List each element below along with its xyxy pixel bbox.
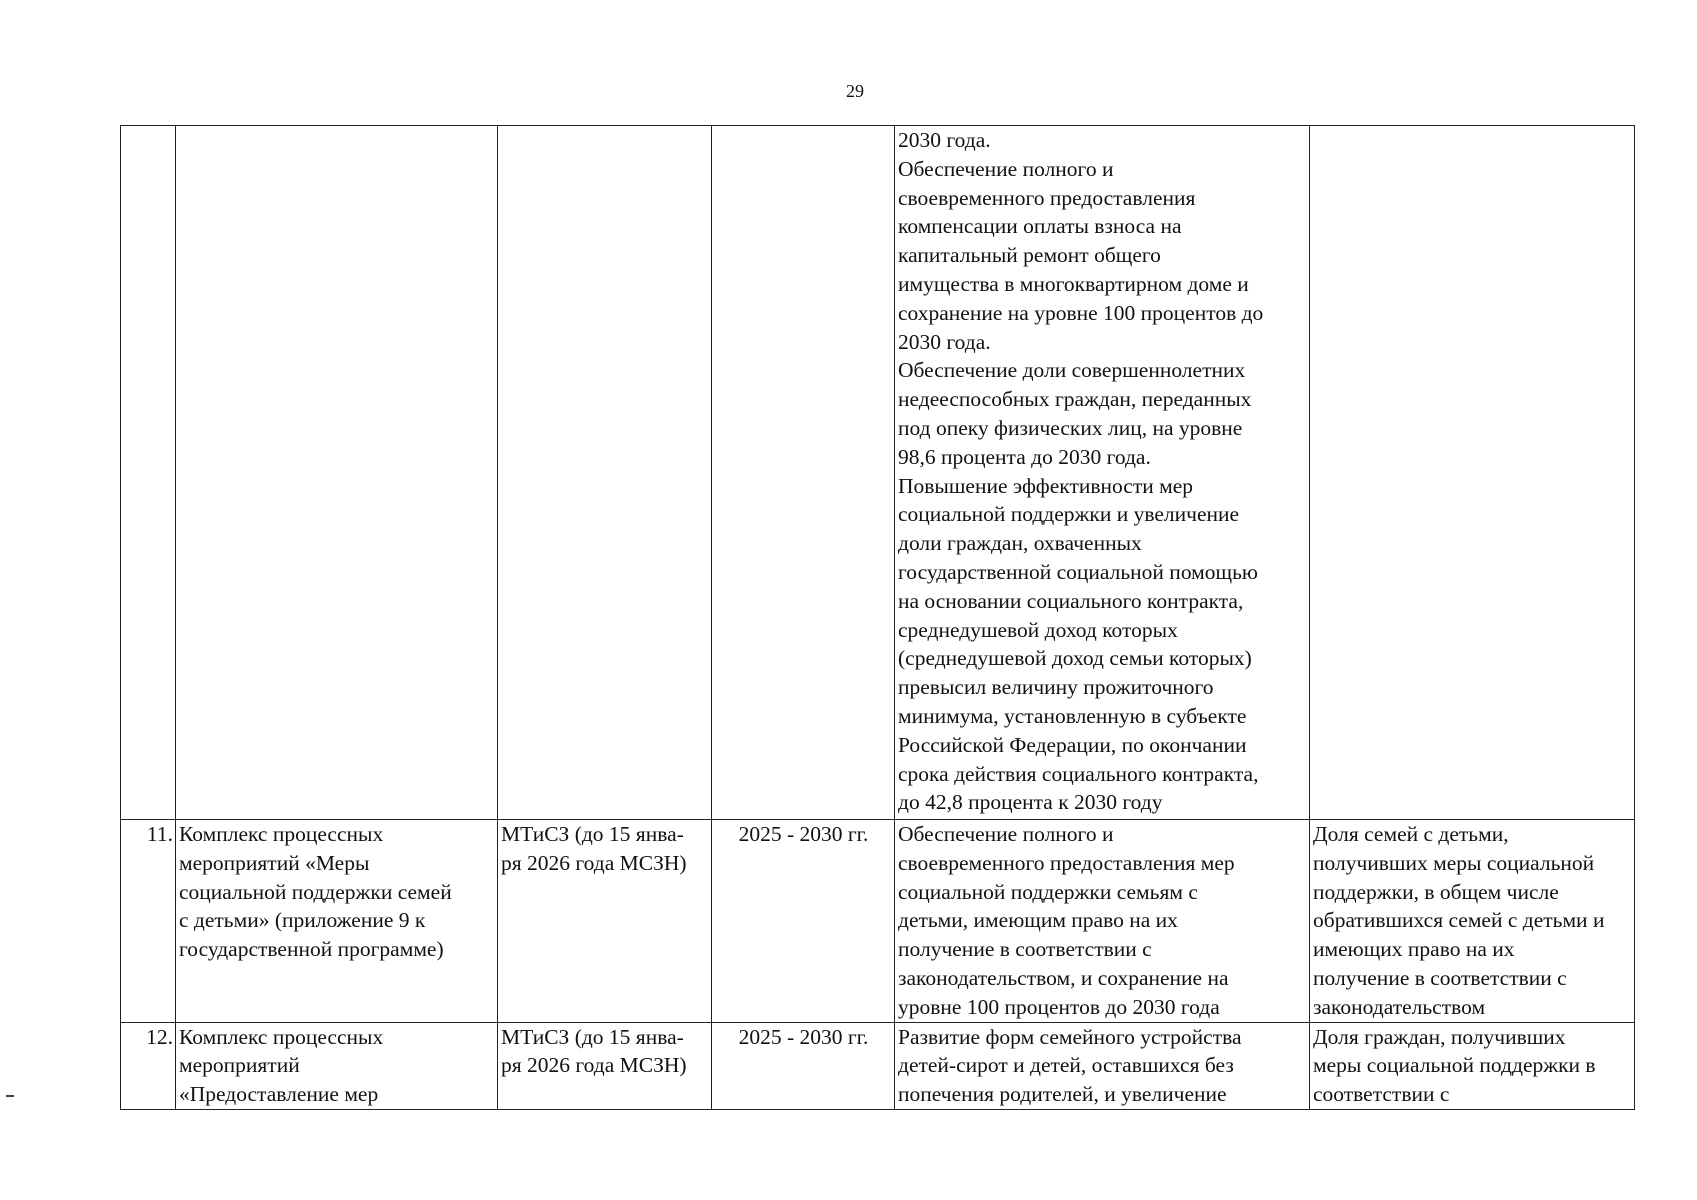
goal-line: до 42,8 процента к 2030 году xyxy=(898,790,1163,815)
measure-name-line: Комплекс процессных xyxy=(179,822,384,846)
goal-line: детьми, имеющим право на их xyxy=(898,908,1178,933)
indicator-line: имеющих право на их xyxy=(1313,937,1515,962)
goal-line: под опеку физических лиц, на уровне xyxy=(898,415,1243,440)
executor-cell xyxy=(498,126,712,820)
row-number: 12. xyxy=(121,1022,176,1109)
goal-line: Повышение эффективности мер xyxy=(898,473,1194,498)
measure-name-line: мероприятий xyxy=(179,1053,300,1078)
executor-line: МТиСЗ (до 15 янва- xyxy=(501,1024,684,1049)
goal-cell xyxy=(895,820,1310,1023)
goal-line: сохранение на уровне 100 процентов до xyxy=(898,300,1264,325)
goal-line: компенсации оплаты взноса на xyxy=(898,214,1182,239)
executor-line: ря 2026 года МСЗН) xyxy=(501,850,687,875)
indicator-line: получивших меры социальной xyxy=(1313,850,1595,875)
table-row-12 xyxy=(121,1022,1635,1109)
goal-line: законодательством, и сохранение на xyxy=(898,965,1229,990)
page-number: 29 xyxy=(846,81,864,101)
indicator-line: меры социальной поддержки в xyxy=(1313,1053,1596,1078)
goal-line: Обеспечение полного и xyxy=(898,156,1114,181)
scan-margin-mark xyxy=(6,1095,14,1097)
measure-name-line: «Предоставление мер xyxy=(179,1082,379,1107)
measure-name-line: мероприятий «Меры xyxy=(179,850,370,875)
measure-name-line: государственной программе) xyxy=(179,937,444,962)
goal-line: Развитие форм семейного устройства xyxy=(898,1024,1242,1049)
executor-cell xyxy=(498,1022,712,1109)
measure-name-line: социальной поддержки семей xyxy=(179,879,452,904)
goal-cell xyxy=(895,126,1310,820)
executor-cell xyxy=(498,820,712,1023)
goal-line: Обеспечение доли совершеннолетних xyxy=(898,358,1246,383)
indicator-cell xyxy=(1310,820,1635,1023)
goal-line: превысил величину прожиточного xyxy=(898,675,1214,700)
indicator-line: законодательством xyxy=(1313,994,1486,1019)
goal-line: своевременного предоставления мер xyxy=(898,850,1235,875)
goal-line: недееспособных граждан, переданных xyxy=(898,387,1252,412)
measure-name-line: Комплекс процессных xyxy=(179,1024,384,1049)
goal-line: социальной поддержки и увеличение xyxy=(898,502,1240,527)
goal-line: уровне 100 процентов до 2030 года xyxy=(898,994,1220,1019)
goal-line: 2030 года. xyxy=(898,128,991,152)
indicator-line: получение в соответствии с xyxy=(1313,965,1567,990)
table-row-continuation xyxy=(121,126,1635,820)
goal-line: Российской Федерации, по окончании xyxy=(898,732,1247,757)
goal-line: социальной поддержки семьям с xyxy=(898,879,1198,904)
goal-cell xyxy=(895,1022,1310,1109)
indicator-line: соответствии с xyxy=(1313,1082,1450,1107)
goal-line: Обеспечение полного и xyxy=(898,822,1114,846)
goal-line: капитальный ремонт общего xyxy=(898,243,1161,268)
goal-line: имущества в многоквартирном доме и xyxy=(898,271,1249,296)
indicator-line: обратившихся семей с детьми и xyxy=(1313,908,1605,933)
goal-line: получение в соответствии с xyxy=(898,937,1152,962)
goal-line: (среднедушевой доход семьи которых) xyxy=(898,646,1252,671)
measure-name-line: с детьми» (приложение 9 к xyxy=(179,908,426,933)
goal-line: своевременного предоставления xyxy=(898,185,1196,210)
number-cell xyxy=(121,126,176,820)
goal-line: детей-сирот и детей, оставшихся без xyxy=(898,1053,1234,1078)
goal-line: среднедушевой доход которых xyxy=(898,617,1178,642)
measure-name-cell xyxy=(176,1022,498,1109)
executor-line: ря 2026 года МСЗН) xyxy=(501,1053,687,1078)
goal-line: срока действия социального контракта, xyxy=(898,761,1259,786)
name-cell xyxy=(176,126,498,820)
measures-table xyxy=(120,125,1635,1110)
period-cell xyxy=(712,126,895,820)
goal-line: минимума, установленную в субъекте xyxy=(898,703,1247,728)
goal-line: 98,6 процента до 2030 года. xyxy=(898,444,1151,469)
indicator-line: поддержки, в общем числе xyxy=(1313,879,1559,904)
period-cell: 2025 - 2030 гг. xyxy=(712,820,895,1023)
goal-line: 2030 года. xyxy=(898,329,991,354)
indicator-line: Доля граждан, получивших xyxy=(1313,1024,1566,1049)
executor-line: МТиСЗ (до 15 янва- xyxy=(501,822,684,846)
table-row-11 xyxy=(121,820,1635,1023)
measure-name-cell xyxy=(176,820,498,1023)
goal-line: государственной социальной помощью xyxy=(898,559,1258,584)
goal-line: на основании социального контракта, xyxy=(898,588,1244,613)
indicator-cell xyxy=(1310,126,1635,820)
indicator-line: Доля семей с детьми, xyxy=(1313,822,1509,846)
goal-line: доли граждан, охваченных xyxy=(898,531,1142,556)
row-number: 11. xyxy=(121,820,176,1023)
period-cell: 2025 - 2030 гг. xyxy=(712,1022,895,1109)
indicator-cell xyxy=(1310,1022,1635,1109)
goal-line: попечения родителей, и увеличение xyxy=(898,1082,1227,1107)
